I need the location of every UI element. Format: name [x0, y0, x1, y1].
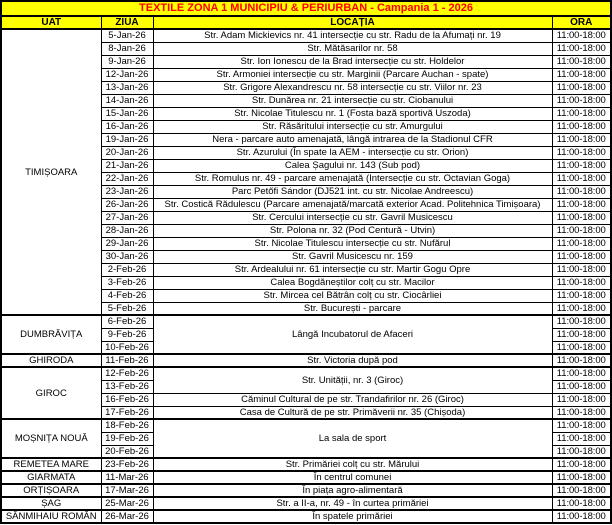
location-cell: Str. Polona nr. 32 (Pod Centură - Utvin)	[153, 224, 552, 237]
date-cell: 12-Feb-26	[101, 367, 153, 380]
time-cell: 11:00-18:00	[552, 198, 611, 211]
date-cell: 23-Feb-26	[101, 458, 153, 471]
location-cell: Str. Grigore Alexandrescu nr. 58 intersecție cu str. Viilor nr. 23	[153, 81, 552, 94]
date-cell: 19-Jan-26	[101, 133, 153, 146]
location-cell: Casa de Cultură de pe str. Primăverii nr. 35 (Chișoda)	[153, 406, 552, 419]
table-row	[1, 315, 611, 328]
time-cell: 11:00-18:00	[552, 159, 611, 172]
date-cell: 11-Feb-26	[101, 354, 153, 367]
uat-cell: GIARMATA	[1, 471, 101, 484]
date-cell: 26-Jan-26	[101, 198, 153, 211]
location-cell: Lângă Incubatorul de Afaceri	[153, 315, 552, 354]
date-cell: 20-Feb-26	[101, 445, 153, 458]
column-header-locatia: LOCAȚIA	[153, 16, 552, 29]
location-cell: La sala de sport	[153, 419, 552, 458]
location-cell: Parc Petőfi Sándor (DJ521 int. cu str. Nicolae Andreescu)	[153, 185, 552, 198]
location-cell: Str. Gavril Musicescu nr. 159	[153, 250, 552, 263]
date-cell: 8-Jan-26	[101, 42, 153, 55]
time-cell: 11:00-18:00	[552, 380, 611, 393]
location-cell: Căminul Cultural de pe str. Trandafirilor nr. 26 (Giroc)	[153, 393, 552, 406]
uat-cell: TIMIȘOARA	[1, 29, 101, 315]
location-cell: Str. Primăriei colț cu str. Mărului	[153, 458, 552, 471]
time-cell: 11:00-18:00	[552, 211, 611, 224]
date-cell: 4-Feb-26	[101, 289, 153, 302]
table-row	[1, 29, 611, 42]
date-cell: 14-Jan-26	[101, 94, 153, 107]
location-cell: Str. Azurului (În spate la AEM - intersecție cu str. Orion)	[153, 146, 552, 159]
location-cell: Str. Mătăsarilor nr. 58	[153, 42, 552, 55]
column-header-ziua: ZIUA	[101, 16, 153, 29]
time-cell: 11:00-18:00	[552, 497, 611, 510]
location-cell: Str. Cercului intersecție cu str. Gavril Musicescu	[153, 211, 552, 224]
date-cell: 5-Feb-26	[101, 302, 153, 315]
time-cell: 11:00-18:00	[552, 94, 611, 107]
table-row	[1, 354, 611, 367]
time-cell: 11:00-18:00	[552, 328, 611, 341]
time-cell: 11:00-18:00	[552, 419, 611, 432]
uat-cell: GHIRODA	[1, 354, 101, 367]
time-cell: 11:00-18:00	[552, 289, 611, 302]
table-row	[1, 471, 611, 484]
date-cell: 17-Mar-26	[101, 484, 153, 497]
date-cell: 18-Feb-26	[101, 419, 153, 432]
table-row	[1, 497, 611, 510]
time-cell: 11:00-18:00	[552, 120, 611, 133]
time-cell: 11:00-18:00	[552, 406, 611, 419]
time-cell: 11:00-18:00	[552, 276, 611, 289]
time-cell: 11:00-18:00	[552, 250, 611, 263]
time-cell: 11:00-18:00	[552, 367, 611, 380]
date-cell: 11-Mar-26	[101, 471, 153, 484]
document-title: TEXTILE ZONA 1 MUNICIPIU & PERIURBAN - Campania 1 - 2026	[1, 1, 611, 16]
column-header-row	[1, 16, 611, 29]
date-cell: 27-Jan-26	[101, 211, 153, 224]
time-cell: 11:00-18:00	[552, 237, 611, 250]
date-cell: 21-Jan-26	[101, 159, 153, 172]
location-cell: Calea Bogdăneștilor colț cu str. Macilor	[153, 276, 552, 289]
date-cell: 9-Jan-26	[101, 55, 153, 68]
location-cell: În centrul comunei	[153, 471, 552, 484]
date-cell: 22-Jan-26	[101, 172, 153, 185]
date-cell: 6-Feb-26	[101, 315, 153, 328]
time-cell: 11:00-18:00	[552, 172, 611, 185]
time-cell: 11:00-18:00	[552, 432, 611, 445]
date-cell: 9-Feb-26	[101, 328, 153, 341]
time-cell: 11:00-18:00	[552, 315, 611, 328]
uat-cell: REMETEA MARE	[1, 458, 101, 471]
time-cell: 11:00-18:00	[552, 133, 611, 146]
time-cell: 11:00-18:00	[552, 484, 611, 497]
uat-cell: ORȚIȘOARA	[1, 484, 101, 497]
time-cell: 11:00-18:00	[552, 471, 611, 484]
location-cell: Str. Adam Mickievics nr. 41 intersecție cu str. Radu de la Afumați nr. 19	[153, 29, 552, 42]
time-cell: 11:00-18:00	[552, 42, 611, 55]
location-cell: Str. Dunărea nr. 21 intersecție cu str. Ciobanului	[153, 94, 552, 107]
date-cell: 26-Mar-26	[101, 510, 153, 523]
date-cell: 10-Feb-26	[101, 341, 153, 354]
location-cell: În spatele primăriei	[153, 510, 552, 523]
time-cell: 11:00-18:00	[552, 263, 611, 276]
table-row	[1, 510, 611, 523]
location-cell: Nera - parcare auto amenajată, lângă intrarea de la Stadionul CFR	[153, 133, 552, 146]
table-row	[1, 458, 611, 471]
date-cell: 19-Feb-26	[101, 432, 153, 445]
location-cell: Str. Nicolae Titulescu intersecție cu str. Nufărul	[153, 237, 552, 250]
date-cell: 3-Feb-26	[101, 276, 153, 289]
time-cell: 11:00-18:00	[552, 29, 611, 42]
table-row	[1, 367, 611, 380]
location-cell: Str. Costică Rădulescu (Parcare amenajată/marcată exterior Acad. Politehnica Timișoara)	[153, 198, 552, 211]
uat-cell: SÂNMIHAIU ROMÂN	[1, 510, 101, 523]
date-cell: 16-Jan-26	[101, 120, 153, 133]
column-header-ora: ORA	[552, 16, 611, 29]
location-cell: Str. a II-a, nr. 49 - în curtea primăriei	[153, 497, 552, 510]
time-cell: 11:00-18:00	[552, 458, 611, 471]
location-cell: Str. Ion Ionescu de la Brad intersecție cu str. Holdelor	[153, 55, 552, 68]
location-cell: Str. Unității, nr. 3 (Giroc)	[153, 367, 552, 393]
uat-cell: ȘAG	[1, 497, 101, 510]
date-cell: 13-Feb-26	[101, 380, 153, 393]
time-cell: 11:00-18:00	[552, 68, 611, 81]
time-cell: 11:00-18:00	[552, 510, 611, 523]
time-cell: 11:00-18:00	[552, 185, 611, 198]
date-cell: 28-Jan-26	[101, 224, 153, 237]
location-cell: Str. Victoria după pod	[153, 354, 552, 367]
date-cell: 16-Feb-26	[101, 393, 153, 406]
location-cell: Calea Șagului nr. 143 (Sub pod)	[153, 159, 552, 172]
time-cell: 11:00-18:00	[552, 55, 611, 68]
column-header-uat: UAT	[1, 16, 101, 29]
date-cell: 23-Jan-26	[101, 185, 153, 198]
time-cell: 11:00-18:00	[552, 224, 611, 237]
date-cell: 25-Mar-26	[101, 497, 153, 510]
location-cell: Str. Ardealului nr. 61 intersecție cu str. Martir Gogu Opre	[153, 263, 552, 276]
date-cell: 29-Jan-26	[101, 237, 153, 250]
time-cell: 11:00-18:00	[552, 341, 611, 354]
table-row	[1, 484, 611, 497]
location-cell: Str. Nicolae Titulescu nr. 1 (Fosta bază sportivă Uszoda)	[153, 107, 552, 120]
title-row	[1, 1, 611, 16]
time-cell: 11:00-18:00	[552, 107, 611, 120]
date-cell: 15-Jan-26	[101, 107, 153, 120]
date-cell: 20-Jan-26	[101, 146, 153, 159]
uat-cell: MOȘNIȚA NOUĂ	[1, 419, 101, 458]
time-cell: 11:00-18:00	[552, 302, 611, 315]
date-cell: 5-Jan-26	[101, 29, 153, 42]
time-cell: 11:00-18:00	[552, 81, 611, 94]
uat-cell: GIROC	[1, 367, 101, 419]
date-cell: 13-Jan-26	[101, 81, 153, 94]
location-cell: Str. Răsăritului intersecție cu str. Amurgului	[153, 120, 552, 133]
schedule-body	[1, 29, 611, 523]
location-cell: Str. Armoniei intersecție cu str. Marginii (Parcare Auchan - spate)	[153, 68, 552, 81]
table-row	[1, 419, 611, 432]
time-cell: 11:00-18:00	[552, 393, 611, 406]
location-cell: Str. Mircea cel Bătrân colț cu str. Ciocârliei	[153, 289, 552, 302]
uat-cell: DUMBRĂVIȚA	[1, 315, 101, 354]
date-cell: 17-Feb-26	[101, 406, 153, 419]
location-cell: În piața agro-alimentară	[153, 484, 552, 497]
time-cell: 11:00-18:00	[552, 146, 611, 159]
date-cell: 2-Feb-26	[101, 263, 153, 276]
location-cell: Str. București - parcare	[153, 302, 552, 315]
time-cell: 11:00-18:00	[552, 445, 611, 458]
date-cell: 12-Jan-26	[101, 68, 153, 81]
time-cell: 11:00-18:00	[552, 354, 611, 367]
location-cell: Str. Romulus nr. 49 - parcare amenajată (Intersecție cu str. Octavian Goga)	[153, 172, 552, 185]
date-cell: 30-Jan-26	[101, 250, 153, 263]
